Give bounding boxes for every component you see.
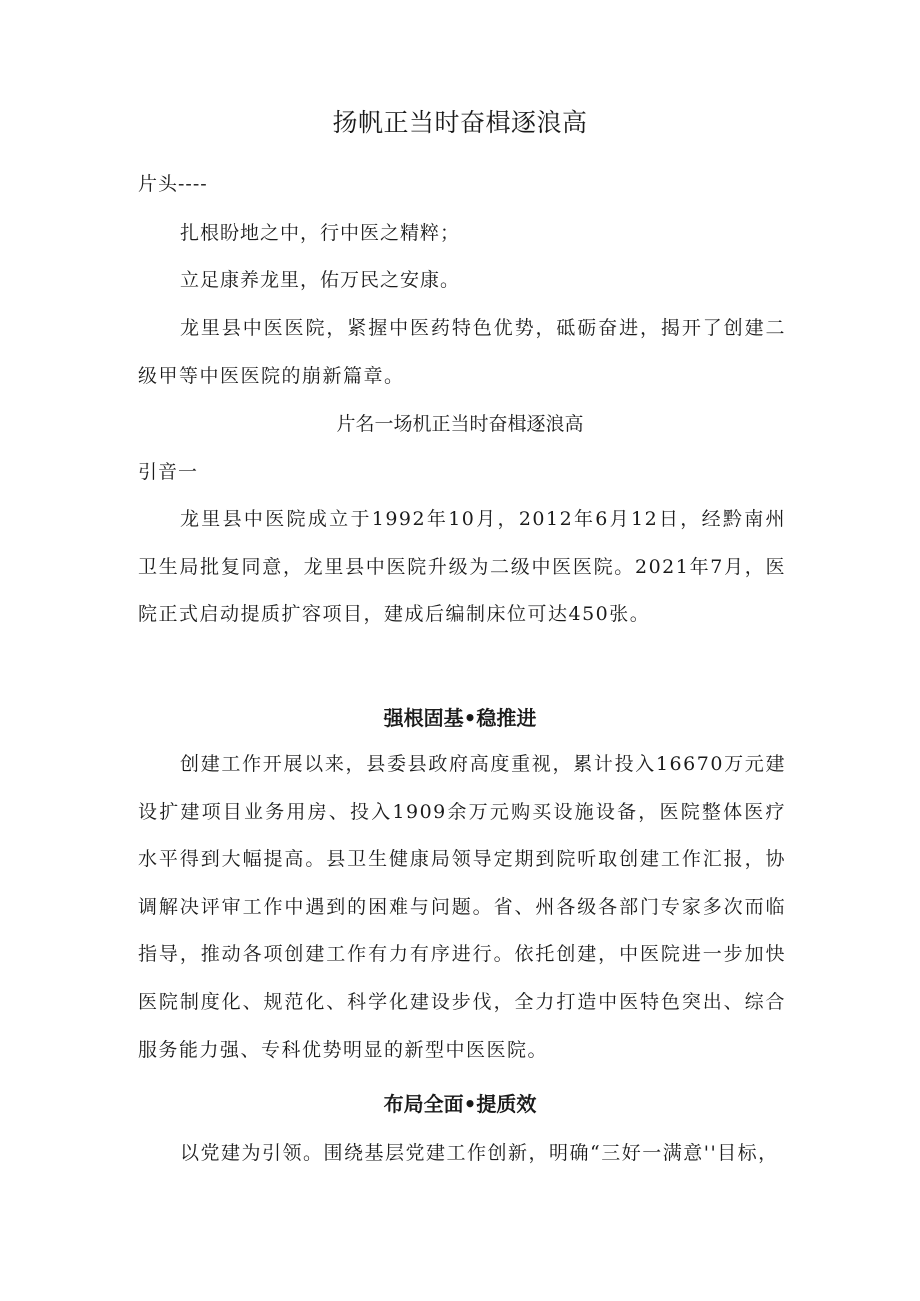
section-heading-foundation: 强根固基•稳推进 <box>383 706 537 730</box>
intro-label: 片头---- <box>138 173 208 195</box>
document-title: 扬帆正当时奋楫逐浪高 <box>332 108 588 137</box>
intro-paragraph: 龙里县中医医院，紧握中医药特色优势，砥砺奋进，揭开了创建二级甲等中医医院的崩新篇章。 <box>138 317 786 387</box>
intro-verse-line-1: 扎根盼地之中，行中医之精粹； <box>180 222 461 244</box>
film-title: 片名一场机正当时奋楫逐浪高 <box>336 413 584 435</box>
section-paragraph-layout: 以党建为引领。围绕基层党建工作创新，明确“三好一满意''目标， <box>180 1142 779 1164</box>
section-heading-layout: 布局全面•提质效 <box>383 1092 537 1116</box>
intro-verse-line-2: 立足康养龙里，佑万民之安康。 <box>180 269 461 291</box>
section-paragraph-foundation: 创建工作开展以来，县委县政府高度重视，累计投入16670万元建设扩建项目业务用房、投入1909余万元购买设施设备，医院整体医疗水平得到大幅提高。县卫生健康局领导定期到院听取创建工作汇报，协调解决评审工作中遇到的困难与问题。省、州各级各部门专家多次而临指导，推动各项创建工作有力有序进行。依托创建，中医院进一步加快医院制度化、规范化、科学化建设步伐，全力打造中医特色突出、综合服务能力强、专科优势明显的新型中医医院。 <box>138 753 786 1061</box>
lead-paragraph: 龙里县中医院成立于1992年10月，2012年6月12日，经黔南州卫生局批复同意，龙里县中医院升级为二级中医医院。2021年7月，医院正式启动提质扩容项目，建成后编制床位可达450张。 <box>138 508 786 626</box>
lead-label: 引音一 <box>138 461 199 483</box>
